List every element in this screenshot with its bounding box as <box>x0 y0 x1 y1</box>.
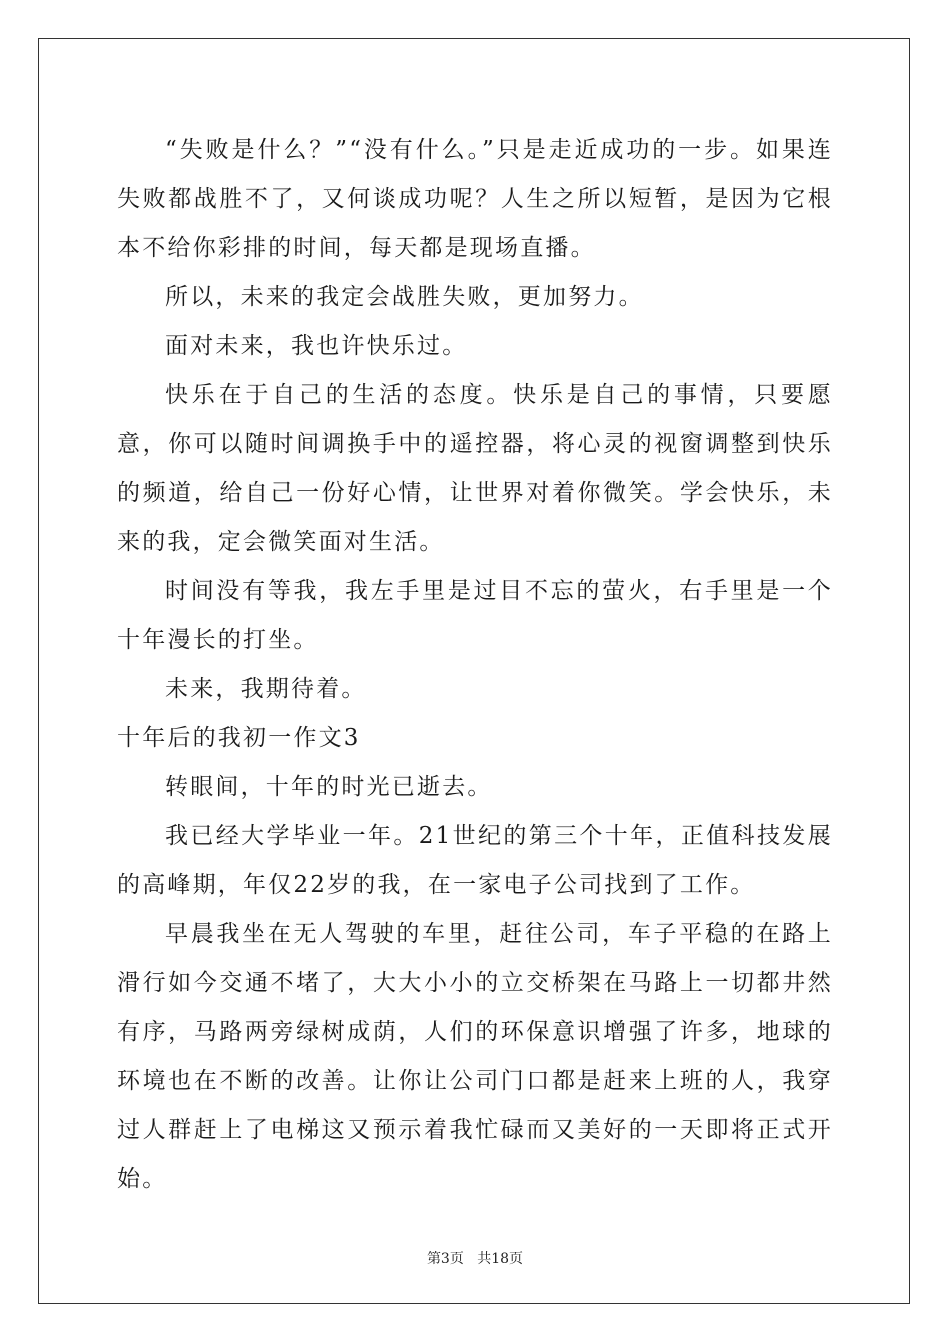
paragraph: 面对未来，我也许快乐过。 <box>165 333 468 359</box>
paragraph: “失败是什么？”“没有什么。”只是走近成功的一步。如果连失败都战胜不了，又何谈成功呢？人生之所以短暂，是因为它根本不给你彩排的时间，每天都是现场直播。 <box>117 137 833 261</box>
total-pages: 共18页 <box>477 1251 524 1267</box>
paragraph: 快乐在于自己的生活的态度。快乐是自己的事情，只要愿意，你可以随时间调换手中的遥控器，将心灵的视窗调整到快乐的频道，给自己一份好心情，让世界对着你微笑。学会快乐，未来的我，定会微笑面对生活。 <box>117 382 833 555</box>
paragraph: 我已经大学毕业一年。21世纪的第三个十年，正值科技发展的高峰期，年仅22岁的我，在一家电子公司找到了工作。 <box>117 823 833 898</box>
page-number: 第3页 <box>426 1251 464 1267</box>
document-body <box>117 126 833 1204</box>
paragraph: 所以，未来的我定会战胜失败，更加努力。 <box>165 284 644 310</box>
paragraph: 未来，我期待着。 <box>165 676 367 702</box>
paragraph: 时间没有等我，我左手里是过目不忘的萤火，右手里是一个十年漫长的打坐。 <box>117 578 833 653</box>
paragraph: 早晨我坐在无人驾驶的车里，赶往公司，车子平稳的在路上滑行如今交通不堵了，大大小小的立交桥架在马路上一切都井然有序，马路两旁绿树成荫，人们的环保意识增强了许多，地球的环境也在不断的改善。让你让公司门口都是赶来上班的人，我穿过人群赶上了电梯这又预示着我忙碌而又美好的一天即将正式开始。 <box>117 921 833 1192</box>
page-footer <box>0 1248 950 1268</box>
paragraph: 转眼间，十年的时光已逝去。 <box>165 774 493 800</box>
section-title: 十年后的我初一作文3 <box>117 725 361 751</box>
